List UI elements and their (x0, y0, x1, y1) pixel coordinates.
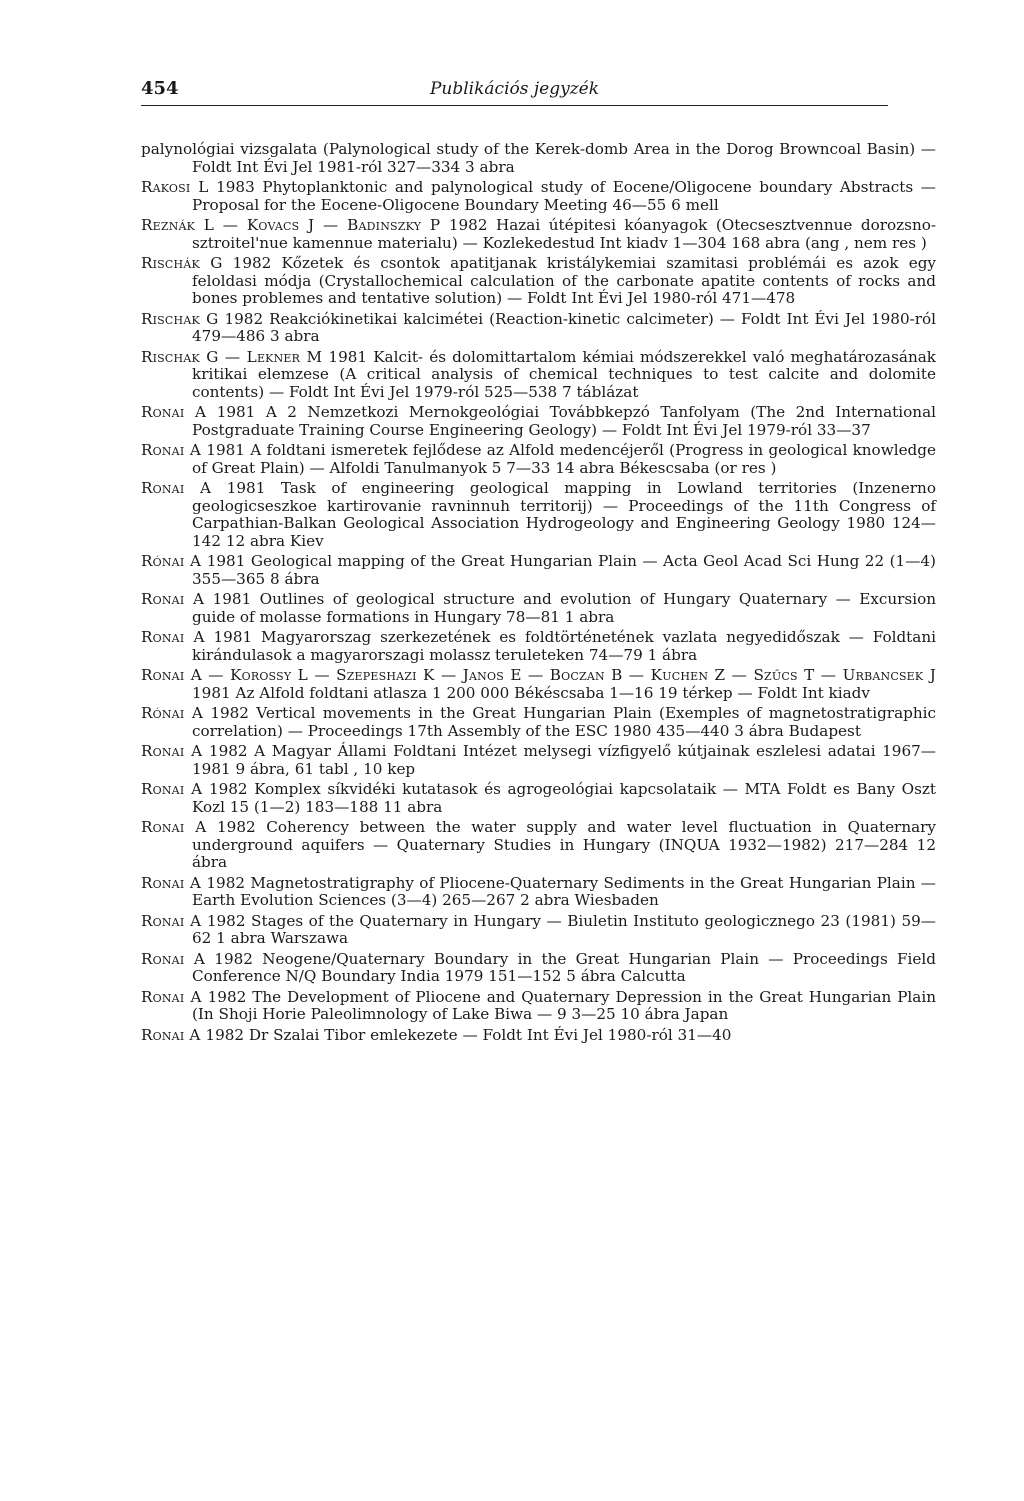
entry-authors: Rónai A (141, 704, 204, 723)
bibliography-entry (141, 179, 936, 214)
entry-text: 1982 Kőzetek és csontok apatitjanak kristálykemiai szamitasi problémái es azok egy feloldasi módja (Crystallochemical calculation of the carbonate apatite contents of rocks and bones problemes and tentative solution) — Foldt Int Évi Jel 1980-ról 471—478 (192, 253, 936, 308)
bibliography-entry (141, 913, 936, 948)
entry-authors: Ronai A (141, 742, 203, 761)
bibliography-entry (141, 667, 936, 702)
page-number: 454 (141, 78, 179, 99)
entry-authors: Reznák L — Kovacs J — Badinszky P (141, 215, 441, 234)
entry-authors: Rischak G (141, 309, 219, 328)
entry-authors: Ronai A (141, 590, 205, 609)
entry-authors: Ronai A (141, 403, 207, 422)
entry-authors: Ronai A (141, 911, 202, 930)
entry-text: 1982 Komplex síkvidéki kutatasok és agrogeológiai kapcsolataik — MTA Foldt es Bany Oszt Kozl 15 (1—2) 183—188 11 abra (192, 780, 936, 816)
entry-text: 1982 Coherency between the water supply and water level fluctuation in Quaternary underground aquifers — Quaternary Studies in Hungary (INQUA 1932—1982) 217—284 12 ábra (192, 818, 936, 872)
entry-authors: Rakosi L (141, 177, 209, 196)
bibliography-entry (141, 629, 936, 664)
bibliography-entry (141, 591, 936, 626)
entry-text: 1982 Vertical movements in the Great Hungarian Plain (Exemples of magnetostratigraphic correlation) — Proceedings 17th Assembly of the ESC 1980 435—440 3 ábra Budapest (192, 704, 936, 740)
entry-authors: Ronai A (141, 441, 202, 460)
entry-text: 1981 Magyarorszag szerkezetének es foldtörténetének vazlata negyedidőszak — Foldtani kirándulasok a magyarorszagi molassz teruleteken 74—79 1 ábra (192, 628, 936, 664)
running-head (141, 78, 888, 104)
entry-text: palynológiai vizsgalata (Palynological study of the Kerek-domb Area in the Dorog Browncoal Basin) — Foldt Int Évi Jel 1981-ról 327—334 3 abra (141, 140, 936, 176)
entry-text: 1981 Outlines of geological structure and evolution of Hungary Quaternary — Excursion guide of molasse formations in Hungary 78—81 1 abra (192, 590, 936, 626)
entry-authors: Ronai A (141, 873, 202, 892)
bibliography-entry (141, 781, 936, 816)
bibliography-entry (141, 404, 936, 439)
bibliography-entry (141, 442, 936, 477)
entry-text: 1983 Phytoplanktonic and palynological study of Eocene/Oligocene boundary Abstracts — Proposal for the Eocene-Oligocene Boundary Meeting 46—55 6 mell (192, 177, 936, 214)
entry-text: 1981 Az Alfold foldtani atlasza 1 200 000 Békéscsaba 1—16 19 térkep — Foldt Int kiadv (192, 683, 870, 702)
entry-authors: Ronai A (141, 949, 206, 968)
entry-authors: Rischak G — Lekner M (141, 347, 323, 366)
entry-authors: Rónai A (141, 552, 202, 571)
bibliography-entry (141, 705, 936, 740)
entry-text: 1981 Task of engineering geological mapping in Lowland territories (Inzenerno geologicseszkoe kartirovanie ravninnuh territorij) — Proceedings of the 11th Congress of Carpathian-Balkan Geological Association Hydrogeology and Engineering Geology 1980 124—142 12 abra Kiev (192, 479, 936, 550)
entry-text: 1981 A 2 Nemzetkozi Mernokgeológiai Továbbkepzó Tanfolyam (The 2nd International Postgraduate Training Course Engineering Geology) — Foldt Int Évi Jel 1979-ról 33—37 (192, 403, 936, 439)
entry-text: 1982 Neogene/Quaternary Boundary in the Great Hungarian Plain — Proceedings Field Conference N/Q Boundary India 1979 151—152 5 ábra Calcutta (192, 949, 936, 986)
bibliography-entry (141, 819, 936, 872)
running-title: Publikációs jegyzék (429, 79, 600, 99)
entry-authors: Ronai A (141, 780, 203, 799)
entry-authors: Ronai A — Korossy L — Szepeshazi K — Janos E — Boczan B — Kuchen Z — Szűcs T — Urbancsek J (141, 666, 936, 685)
bibliography-entry (141, 951, 936, 986)
entry-text: 1981 Geological mapping of the Great Hungarian Plain — Acta Geol Acad Sci Hung 22 (1—4) 355—365 8 ábra (192, 552, 936, 588)
entry-authors: Ronai A (141, 479, 212, 498)
bibliography-entry (141, 1027, 936, 1045)
bibliography-entry (141, 743, 936, 778)
entry-text: 1981 A foldtani ismeretek fejlődese az Alfold medencéjeről (Progress in geological knowledge of Great Plain) — Alfoldi Tanulmanyok 5 7—33 14 abra Békescsaba (or res ) (192, 441, 936, 477)
entry-authors: Ronai A (141, 987, 202, 1006)
entry-text: 1982 Stages of the Quaternary in Hungary — Biuletin Instituto geologicznego 23 (1981) 59—62 1 abra Warszawa (192, 911, 936, 948)
bibliography-entry (141, 349, 936, 402)
bibliography-entry (141, 480, 936, 550)
bibliography-entry (141, 875, 936, 910)
header-rule (141, 105, 888, 106)
bibliography-entry (141, 553, 936, 588)
entry-authors: Rischák G (141, 253, 223, 272)
bibliography-entry (141, 255, 936, 308)
entry-text: 1982 A Magyar Állami Foldtani Intézet melysegi vízfigyelő kútjainak eszlelesi adatai 1967—1981 9 ábra, 61 tabl , 10 kep (192, 742, 936, 778)
entry-text: 1981 Kalcit- és dolomittartalom kémiai módszerekkel való meghatározasának kritikai elemzese (A critical analysis of chemical techniques to test calcite and dolomite contents) — Foldt Int Évi Jel 1979-ról 525—538 7 táblázat (192, 347, 936, 401)
entry-authors: Ronai A (141, 1025, 201, 1044)
bibliography-entry (141, 311, 936, 346)
bibliography-list (141, 141, 936, 1047)
entry-authors: Ronai A (141, 818, 207, 837)
entry-text: 1982 The Development of Pliocene and Quaternary Depression in the Great Hungarian Plain (In Shoji Horie Paleolimnology of Lake Biwa — 9 3—25 10 ábra Japan (192, 987, 936, 1024)
entry-text: 1982 Reakciókinetikai kalcimétei (Reaction-kinetic calcimeter) — Foldt Int Évi Jel 1980-ról 479—486 3 abra (192, 309, 936, 346)
bibliography-entry (141, 217, 936, 252)
entry-text: 1982 Magnetostratigraphy of Pliocene-Quaternary Sediments in the Great Hungarian Plain — Earth Evolution Sciences (3—4) 265—267 2 abra Wiesbaden (192, 873, 936, 910)
bibliography-entry (141, 989, 936, 1024)
entry-text: 1982 Hazai útépitesi kóanyagok (Otecsesztvennue dorozsno-sztroitel'nue kamennue materialu) — Kozlekedestud Int kiadv 1—304 168 abra (ang , nem res ) (192, 215, 937, 252)
bibliography-entry (141, 141, 936, 176)
entry-authors: Ronai A (141, 628, 205, 647)
entry-text: 1982 Dr Szalai Tibor emlekezete — Foldt Int Évi Jel 1980-ról 31—40 (200, 1025, 732, 1044)
